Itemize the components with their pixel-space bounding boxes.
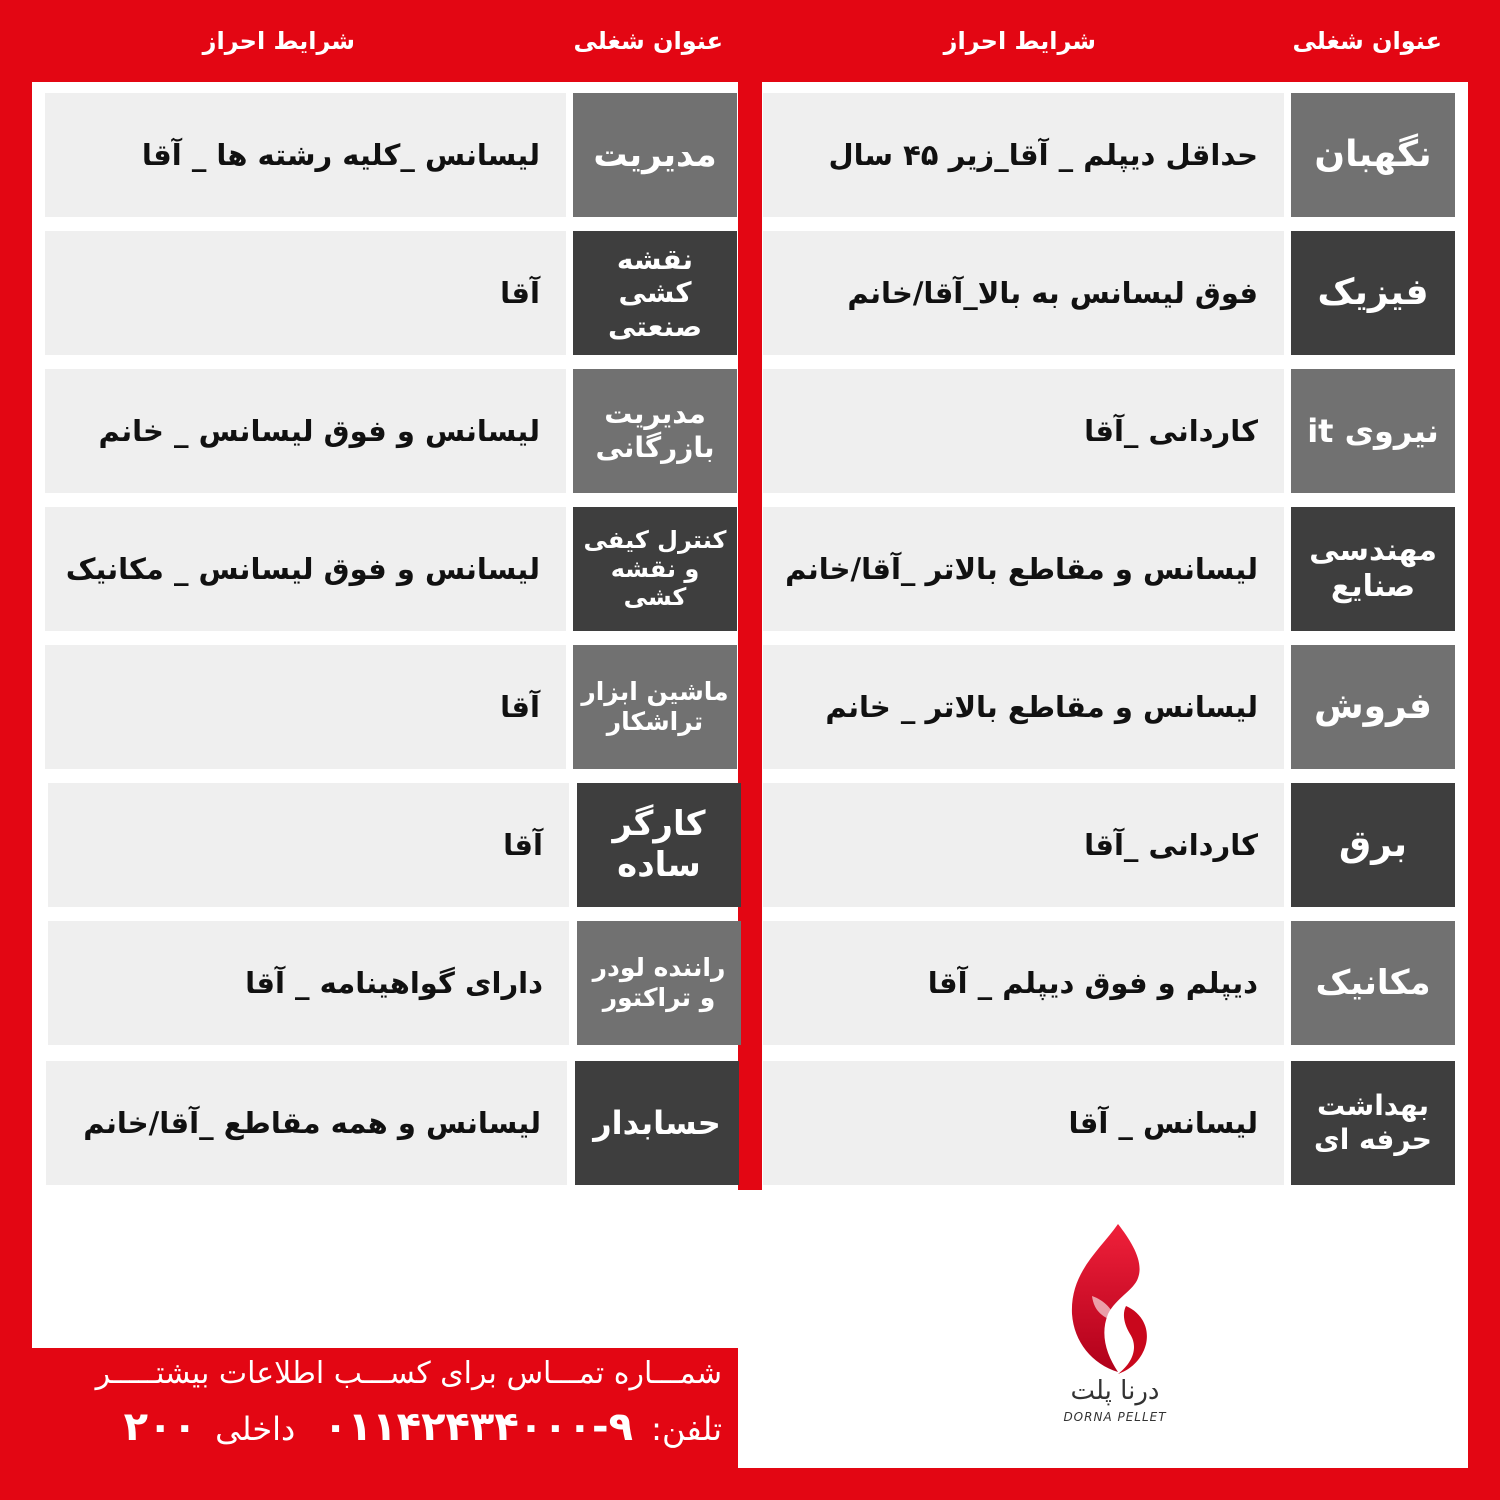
left-header-requirements: شرایط احراز [202,27,355,55]
left-row-4-req: لیسانس و فوق لیسانس _ مکانیک [45,507,566,631]
right-header-title: عنوان شغلی [1292,27,1442,55]
phone-number: ۰۱۱۴۲۴۳۴۰۰۰-۹ [323,1404,633,1450]
left-row-1-req: لیسانس _کلیه رشته ها _ آقا [45,93,566,217]
right-row-8-req: لیسانس _ آقا [763,1061,1284,1185]
left-row-2-req: آقا [45,231,566,355]
right-row-8-title: بهداشت حرفه ای [1291,1061,1455,1185]
left-row-1-title: مدیریت [573,93,737,217]
phone-label: تلفن: [651,1410,722,1448]
contact-phone-line [124,1404,722,1450]
left-row-6-req: آقا [48,783,569,907]
left-row-8-title: حسابدار [575,1061,739,1185]
left-header-title: عنوان شغلی [573,27,723,55]
left-row-4-title: کنترل کیفی و نقشه کشی [573,507,737,631]
right-row-1-req: حداقل دیپلم _ آقا_زیر ۴۵ سال [763,93,1284,217]
contact-heading: شمـــاره تمـــاس برای کســـب اطلاعات بیشتـــــر [95,1356,722,1391]
right-row-2-req: فوق لیسانس به بالا_آقا/خانم [763,231,1284,355]
right-row-5-req: لیسانس و مقاطع بالاتر _ خانم [763,645,1284,769]
left-row-5-title: ماشین ابزار تراشکار [573,645,737,769]
left-row-6-title: کارگر ساده [577,783,741,907]
right-row-4-req: لیسانس و مقاطع بالاتر _آقا/خانم [763,507,1284,631]
left-row-2-title: نقشه کشی صنعتی [573,231,737,355]
left-row-3-title: مدیریت بازرگانی [573,369,737,493]
extension-number: ۲۰۰ [123,1404,197,1450]
right-header-requirements: شرایط احراز [943,27,1096,55]
right-row-5-title: فروش [1291,645,1455,769]
left-row-7-title: راننده لودر و تراکتور [577,921,741,1045]
left-row-3-req: لیسانس و فوق لیسانس _ خانم [45,369,566,493]
left-row-5-req: آقا [45,645,566,769]
right-row-3-req: کاردانی _آقا [763,369,1284,493]
right-row-4-title: مهندسی صنایع [1291,507,1455,631]
logo-name-fa: درنا پلت [1070,1376,1160,1406]
right-row-7-req: دیپلم و فوق دیپلم _ آقا [763,921,1284,1045]
flame-logo-icon [1030,1222,1200,1382]
right-row-1-title: نگهبان [1291,93,1455,217]
extension-label: داخلی [215,1410,296,1448]
right-row-2-title: فیزیک [1291,231,1455,355]
right-row-3-title: نیروی it [1291,369,1455,493]
left-row-7-req: دارای گواهینامه _ آقا [48,921,569,1045]
right-row-7-title: مکانیک [1291,921,1455,1045]
right-row-6-title: برق [1291,783,1455,907]
logo-area-panel [738,1190,778,1468]
logo-name-en: DORNA PELLET [1063,1410,1167,1424]
right-row-6-req: کاردانی _آقا [763,783,1284,907]
dorna-pellet-logo [1030,1222,1200,1432]
left-row-8-req: لیسانس و همه مقاطع _آقا/خانم [46,1061,567,1185]
